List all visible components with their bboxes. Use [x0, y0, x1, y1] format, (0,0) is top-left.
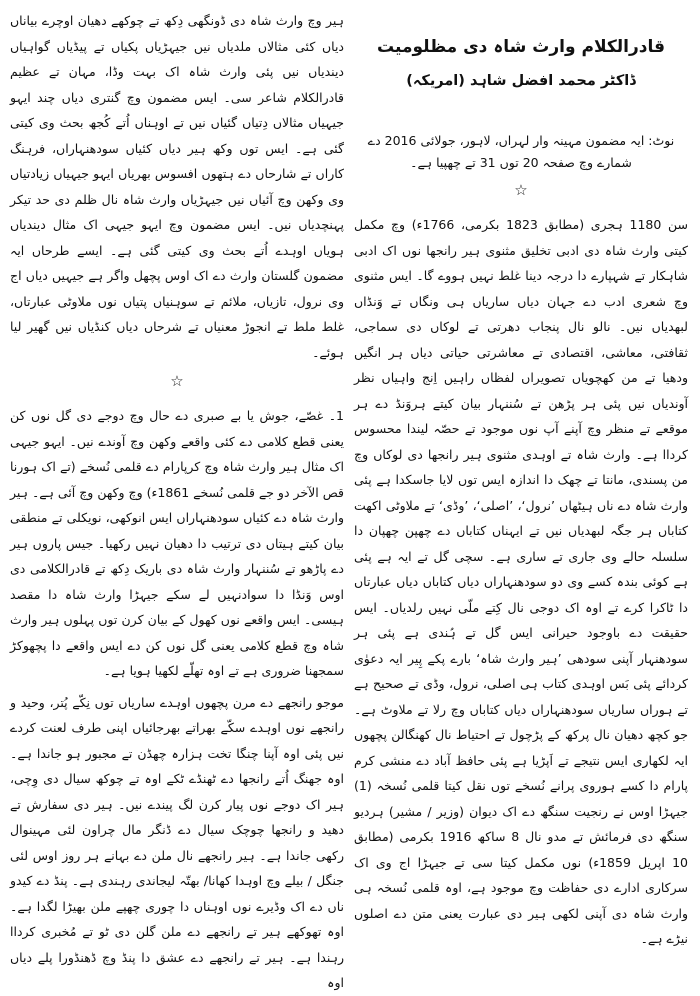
left-column	[9, 0, 344, 990]
star-divider-icon: ☆	[170, 372, 184, 390]
right-paragraph-1: سن 1180 ہجری (مطابق 1823 بکرمی، 1766ء) وچ مکمل کیتی وارث شاہ دی ادبی تخلیق مثنوی ہیر رانجھا نوں اک ادبی شاہکار تے شہپارے دا درجہ دینا غلط نہیں ہووے گا۔ ایس مثنوی وچ شعری ادب دے جہان دیاں ساریاں ہی ونگاں تے وَنڈاں لبھدیاں نیں۔ نالو نال پنجاب دھرتی تے لوکاں دی سماجی، ثقافتی، معاشی، اقتصادی تے معاشرتی حیاتی دیاں ہر انگیں ودھیا تے من کھچویاں تصویراں لفظاں راہیں اِنج واہیاں نظر آوندیاں نیں پئی ہر پڑھن تے سُننہار بیان کیتے ہروَنڈ دے ہر موقعے تے منظر وچ آپنے آپ نوں موجود تے حصّہ لیندا محسوس کرداا ہے۔ وارث شاہ تے اوہدی مثنوی ہیر رانجھا دی لوکاں وچ من پسندی، مانتا تے چھک دا اندازہ ایس توں لایا جاسکدا ہے پئی وارث شاہ دے ناں ہیٹھاں ’نرول‘، ’اصلی‘، ’وڈی‘ تے ملاوٹی اکھت کتاباں ہر جگہ لبھدیاں نیں تے ایہناں کتاباں دے چھپن چھپان دا سلسلہ حالے وی جاری تے ساری ہے۔ سچی گل تے ایہ ہے پئی ہے کوئی بندہ کسے وی دو سودھنہاراں دیاں کتاباں دیاں عبارتاں دا ٹاکرا کرے تے اوہ اک دوجی نال کِتے ملّی نہیں رلدیاں۔ ایس حقیقت دے باوجود حیرانی ایس گل تے ہُندی ہے پئی ہر سودھنہار آپنی سودھی ’ہیر وارث شاہ‘ بارے پکے پِیر ایہ دعوٰی کردائے پئی بَس اوہدی کتاب ہی اصلی، نرول، وڈی تے صحیح ہے تے ہوراں ساریاں سودھنہاراں دیاں کتاباں وچ رلا تے ملاوٹ ہے۔ جو کچھ دھیان نال پرکھ کے پڑچول تے احتیاط نال کھنگالن پچھوں ایہ لکھاری ایس نتیجے تے اَپڑیا ہے پئی حافظ آباد دے منشی کرم پارام دا کسے ہوروی پرانے نُسخے توں نقل کیتا قلمی نُسخہ (1) جیہڑا اوس نے رنجیت سنگھ دے اک دیوان (وزیر / مشیر) ہردیو سنگھ دی فرمائش تے مدو نال 8 ساکھ 1916 بکرمی (مطابق 10 اپریل 1859ء) نوں مکمل کیتا سی تے جیہڑا اج وی اک سرکاری ادارے دی حفاظت وچ موجود ہے، اوہ قلمی نُسخہ ہی وارث شاہ دی آپنی لکھی ہیر دی عبارت یعنی متن دے اصلوں نیڑے ہے۔	[354, 217, 689, 946]
article-author: ڈاکٹر محمد افضل شاہد (امریکہ)	[406, 73, 636, 89]
left-paragraph-2: 1۔ غصّے، جوش یا بے صبری دے حال وچ دوجے دی گل نوں کن یعنی قطع کلامی دے کئی واقعے وکھن وچ آوندے نیں۔ ایہو جیہی اک مثال ہیر وارث شاہ وچ کرپارام دے قلمی نُسخے (تے اک ہورنا قص الآخر دو جے قلمی نُسخے 1861ء) وچ وکھن وچ آئی ہے۔ ہیر وارث شاہ دے کئیاں سودھنہاراں ایس انوکھی، نویکلی تے منطقی بیان کیتے ہیتاں دی ترتیب دا دھیان نہیں رکھیا۔ جیس پاروں ہیر دے پاڑھو تے سُننہار وارث شاہ دی باریک دِکھ تے قادرالکلامی دی اوس وَنڈا دا سوادنہیں لے سکے جیہڑا وارث شاہ دا مقصد ہیسی۔ ایس واقعے نوں کھول کے بیان کرن توں پہلوں ہیر وارث شاہ وچ قطع کلامی یعنی گل نوں کن دے ایس واقعے دا پچھوکڑ سمجھنا ضروری ہے تے اوہ تھلّے لکھیا ہویا ہے۔	[9, 408, 344, 678]
left-paragraph-3: موجو رانجھے دے مرن پچھوں اوہدے ساریاں توں نِکّے پُتر، وحید و رانجھے نوں اوہدے سکّے بھراتے بھرجائیاں اپنی طرف لعنت کردے نیں پئی اوہ آپنا چنگا تخت ہزارہ چھڈن تے مجبور ہو جاندا ہے۔ اوہ جھنگ اُتے رانجھا دے ٹھنڈے ٹکے اوہ تے چوکھ سیال دی وِچی، ہیر اک دوجے نوں پیار کرن لگ پیندے نیں۔ ہیر دی سفارش تے دھید و رانجھا چوچک سیال دے ڈنگر مال چراون لئی مہینوال رکھی جاندا ہے۔ ہیر رانجھے نال ملن دے بہانے ہر روز اوس لئی جنگل / بیلے وچ اوہدا کھانا/ بھتّہ لیجاندی رہندی ہے۔ پنڈ دے کیدو ناں دے اک وڈیرے نوں اوہناں دا چوری چھپے ملن بھیڑا لگدا ہے۔ اوہ تھوکھے ہیر تے رانجھے دے ملن گلن دی ٹو تے مُخبری کرداا رہندا ہے۔ ہیر تے رانجھے دے عشق دا پنڈ وچ ڈھنڈورا پلے دیاں اوہ	[10, 694, 344, 990]
left-paragraph-1: ہیر وچ وارث شاہ دی ڈونگھی دِکھ تے چوکھے دھیان اوچرے بیاناں دیاں کئی مثالاں ملدیاں نیں جیہڑیاں پکیاں تے پیڈیاں گواہیاں دیندیاں نیں پئی وارث شاہ اک بہت وڈا، مہان تے عظیم قادرالکلام شاعر سی۔ ایس مضمون وچ گنتری دیاں چند ایہو جیہیاں مثالاں دِتیاں گئیاں نیں تے اوہناں اُتے کُجھ بحث وی کیتی گئی ہے۔ ایس توں وکھ ہیر دیاں کئیاں سودھنہاراں، فرہنگ کاراں تے شارحاں دے ہتھوں افسوس بھریاں ایہو جیہیاں زیادتیاں وی وکھن وچ آئیاں نیں جیہڑیاں وارث شاہ نال ظلم دی حد تیکر پہنچدیاں نیں۔ ایس مضمون وچ ایہو جیہی اک مثال دیندیاں ہویاں اوہدے اُتے بحث وی کیتی گئی ہے۔ ایسے طرحاں ایہ مضمون گلستان وارث دے اک اوس پچھل واگر ہے جیہیں دیاں اج وی نرول، تازیاں، ملائم تے سوہنیاں پتیاں نوں ملاوٹی عبارتاں، غلط ملط تے انجوڑ معنیاں تے شرحاں دیاں کنڈیاں نیں گھیر لیا ہوئے۔	[10, 13, 344, 360]
publication-note: نوٹ: ایہ مضمون مہینہ وار لہراں، لاہور، جولائی 2016 دے شمارے وچ صفحہ 20 توں 31 تے چھپیا ہے۔	[367, 133, 675, 170]
star-divider-icon: ☆	[514, 181, 528, 199]
right-column	[354, 0, 688, 956]
article-title: قادرالکلام وارث شاہ دی مظلومیت	[377, 37, 665, 57]
